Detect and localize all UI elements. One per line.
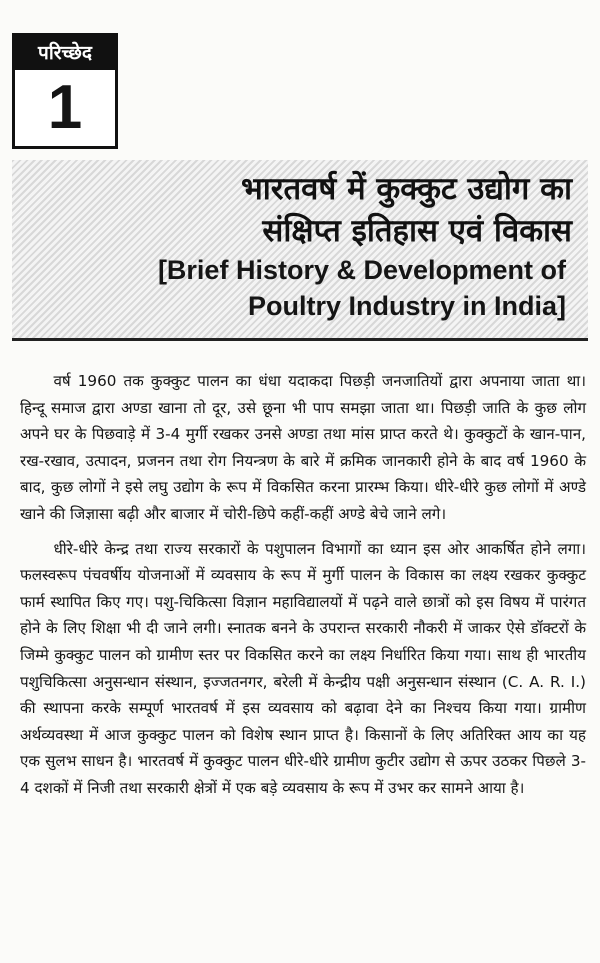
chapter-box xyxy=(12,33,118,149)
title-hindi-line-2: संक्षिप्त इतिहास एवं विकास xyxy=(262,213,572,249)
title-english-line-1: [Brief History & Development of xyxy=(157,255,566,285)
chapter-number: 1 xyxy=(47,73,83,142)
chapter-label: परिच्छेद xyxy=(15,36,115,70)
chapter-title-english xyxy=(158,252,566,324)
title-hindi-line-1: भारतवर्ष में कुक्कुट उद्योग का xyxy=(240,171,572,207)
paragraph-2: धीरे-धीरे केन्द्र तथा राज्य सरकारों के पशुपालन विभागों का ध्यान इस ओर आकर्षित होने लगा। फलस्वरूप पंचवर्षीय योजनाओं में व्यवसाय के रूप में मुर्गी पालन के विकास का लक्ष्य रखकर कुक्कुट फार्म स्थापित किए गए। पशु-चिकित्सा विज्ञान महाविद्यालयों में पढ़ने वाले छात्रों को इस विषय में पारंगत होने के लिए शिक्षा भी दी जाने लगी। स्नातक बनने के उपरान्त सरकारी नौकरी में जाकर ऐसे डॉक्टरों के जिम्मे कुक्कुट पालन को ग्रामीण स्तर पर विकसित करने का लक्ष्य निर्धारित किया गया। साथ ही भारतीय पशुचिकित्सा अनुसन्धान संस्थान, इज्जतनगर, बरेली में केन्द्रीय पक्षी अनुसन्धान संस्थान (C. A. R. I.) की स्थापना करके सम्पूर्ण भारतवर्ष में इस व्यवसाय को बढ़ावा देने का निश्चय किया गया। ग्रामीण अर्थव्यवस्था में आज कुक्कुट पालन को विशेष स्थान प्राप्त है। किसानों के लिए अतिरिक्त आय का यह एक सुलभ साधन है। भारतवर्ष में कुक्कुट पालन धीरे-धीरे ग्रामीण कुटीर उद्योग से ऊपर उठकर पिछले 3-4 दशकों में निजी तथा सरकारी क्षेत्रों में एक बड़े व्यवसाय के रूप में उभर कर सामने आया है। xyxy=(20,539,586,797)
chapter-title-band xyxy=(12,160,588,341)
paragraph-1: वर्ष 1960 तक कुक्कुट पालन का धंधा यदाकदा पिछड़ी जनजातियों द्वारा अपनाया जाता था। हिन्दू समाज द्वारा अण्डा खाना तो दूर, उसे छूना भी पाप समझा जाता था। पिछड़ी जाति के कुछ लोग अपने घर के पिछवाड़े में 3-4 मुर्गी रखकर उनसे अण्डा तथा मांस प्राप्त करते थे। कुक्कुटों के खान-पान, रख-रखाव, उत्पादन, प्रजनन तथा रोग नियन्त्रण के बारे में क्रमिक जानकारी होने के बाद वर्ष 1960 के बाद, कुछ लोगों ने इसे लघु उद्योग के रूप में विकसित करना प्रारम्भ किया। धीरे-धीरे कुछ लोगों में अण्डे खाने की जिज्ञासा बढ़ी और बाजार में चोरी-छिपे कहीं-कहीं अण्डे बेचे जाने लगे। xyxy=(20,372,586,523)
title-english-line-2: Poultry Industry in India] xyxy=(247,291,566,321)
chapter-title-hindi xyxy=(241,168,572,252)
chapter-body xyxy=(20,368,586,810)
